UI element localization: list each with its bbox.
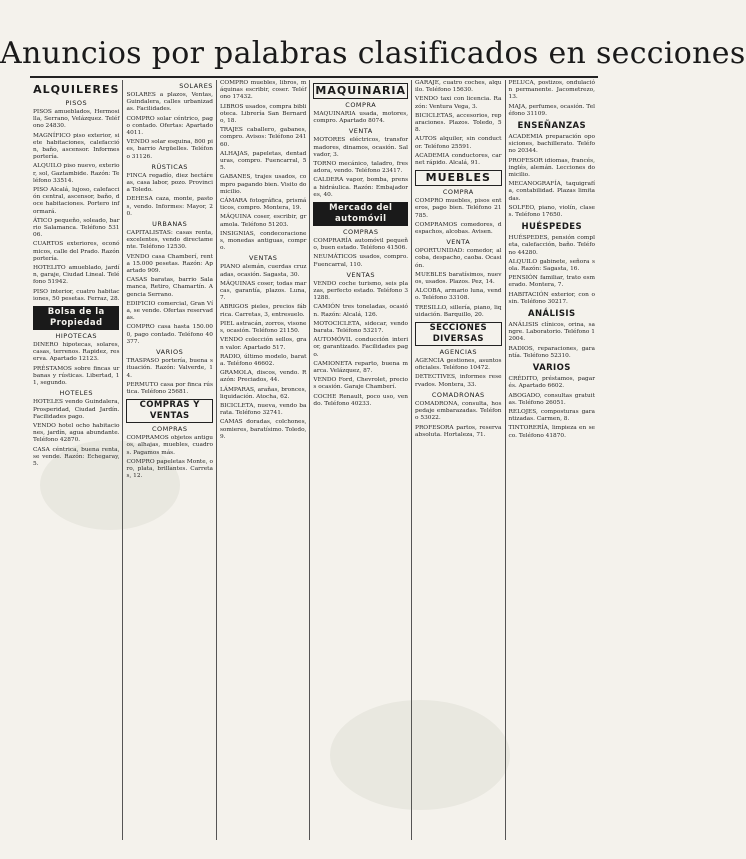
classified-ad: DINERO hipotecas, solares, casas, terrenos. Rapidez, reserva. Apartado 12123. xyxy=(33,342,120,363)
subsection-heading: VENTA xyxy=(446,238,471,247)
classified-ad: BICICLETA, nueva, vendo barata. Teléfono 32741. xyxy=(219,402,307,417)
classified-ad: CAPITALISTAS: casas renta, excelentes, vendo directamente. Teléfono 12530. xyxy=(126,230,213,251)
subsection-heading: RÚSTICAS xyxy=(151,162,188,171)
subsection-heading: VARIOS xyxy=(156,348,184,357)
column-6 xyxy=(506,80,598,840)
classified-ad: ACADEMIA preparación oposiciones, bachillerato. Teléfono 20344. xyxy=(508,134,595,155)
classified-ad: RELOJES, composturas garantizadas. Carmen, 8. xyxy=(508,408,595,423)
subsection-heading: URBANAS xyxy=(152,220,188,229)
classified-ad: PERMUTO casa por finca rústica. Teléfono 25681. xyxy=(126,381,213,395)
page-headline: Anuncios por palabras clasificados en secciones xyxy=(0,36,746,71)
classified-ad: MOTOCICLETA, sidecar, vendo barata. Teléfono 53217. xyxy=(313,320,409,335)
classified-ad: ABRIGOS pieles, precios fábrica. Carretas, 3, entresuelo. xyxy=(219,304,307,318)
subsection-heading: COMPRA xyxy=(345,101,377,109)
classified-ad: CASAS baratas, barrio Salamanca, Retiro, Chamartín. Agencia Serrano. xyxy=(126,277,213,298)
section-heading: ALQUILERES xyxy=(33,83,120,96)
classified-ad: TRAJES caballero, gabanes, compro. Avisos: Teléfono 24160. xyxy=(219,127,307,148)
classified-ad: PELUCA, postizos, ondulación permanente. Jacometrezo, 13. xyxy=(508,80,595,101)
classified-ad: MÁQUINAS coser, todas marcas, garantía, plazos. Luna, 7. xyxy=(219,280,307,302)
classified-ad: OPORTUNIDAD: comedor, alcoba, despacho, caoba. Ocasión. xyxy=(415,248,502,269)
classified-ad: COMADRONA, consulta, hospedaje embarazadas. Teléfono 53022. xyxy=(415,400,502,422)
classified-ad: MAGNÍFICO piso exterior, siete habitaciones, calefacción, baño, ascensor. Informes portería. xyxy=(33,132,120,161)
classified-ad: FINCA regadío, diez hectáreas, casa labor, pozo. Provincia Toledo. xyxy=(126,172,213,194)
classified-ad: COMPRO casa hasta 150.000, pago contado. Teléfono 40377. xyxy=(126,324,213,345)
classified-ad: TRASPASO portería, buena situación. Razón: Valverde, 14. xyxy=(126,358,213,379)
classified-ad: ALHAJAS, papeletas, dentaduras, compro. Fuencarral, 55. xyxy=(219,150,307,172)
section-heading: Mercado del automóvil xyxy=(313,202,408,226)
classified-ad: AUTOMÓVIL conducción interior, garantizado. Facilidades pago. xyxy=(313,337,409,358)
classified-ad: CASA céntrica, buena renta, se vende. Razón: Echegaray, 5. xyxy=(33,446,120,467)
classified-ad: PENSIÓN familiar, trato esmerado. Montera, 7. xyxy=(508,275,595,289)
subsection-heading: SOLARES xyxy=(179,82,213,90)
classified-ad: PROFESORA partos, reserva absoluta. Hortaleza, 71. xyxy=(415,424,502,438)
section-heading: MUEBLES xyxy=(415,170,501,186)
paper-stain xyxy=(40,440,180,530)
classified-ad: PIEL astracán, zorros, visones, ocasión. Teléfono 21150. xyxy=(219,320,307,335)
classified-ad: MÁQUINA coser, escribir, gramola. Teléfono 51203. xyxy=(219,214,307,228)
classified-ad: COMPRAMOS comedores, despachos, alcobas. Avisen. xyxy=(415,221,502,236)
section-heading: VARIOS xyxy=(532,363,571,374)
classified-ad: VENDO colección sellos, gran valor. Apartado 517. xyxy=(219,337,307,351)
classified-ad: ALQUILO gabinete, señora sola. Razón: Sagasta, 16. xyxy=(508,258,595,273)
section-heading: COMPRAS Y VENTAS xyxy=(126,399,212,423)
classified-ad: PRÉSTAMOS sobre fincas urbanas y rústicas. Libertad, 11, segundo. xyxy=(33,365,120,387)
classified-ad: INSIGNIAS, condecoraciones, monedas antiguas, compro. xyxy=(219,230,307,252)
subsection-heading: COMPRAS xyxy=(151,425,188,434)
classified-ad: VENDO coche turismo, seis plazas, perfecto estado. Teléfono 31288. xyxy=(313,280,409,302)
classified-ad: AGENCIA gestiones, asuntos oficiales. Teléfono 10472. xyxy=(415,358,502,372)
classified-ad: AUTOS alquiler, sin conductor. Teléfono 25591. xyxy=(415,136,502,150)
classified-ad: BICICLETAS, accesorios, reparaciones. Plazos. Toledo, 58. xyxy=(415,112,502,134)
classified-ad: GARAJE, cuatro coches, alquilo. Teléfono 15630. xyxy=(415,80,502,94)
classified-ad: PIANO alemán, cuerdas cruzadas, ocasión. Sagasta, 30. xyxy=(219,264,307,278)
classified-ad: EDIFICIO comercial, Gran Vía, se vende. Ofertas reservadas. xyxy=(126,300,213,322)
classified-ad: COMPRO papeletas Monte, oro, plata, brillantes. Carretas, 12. xyxy=(126,458,213,480)
classified-ad: MECANOGRAFÍA, taquigrafía, contabilidad. Plazas limitadas. xyxy=(508,181,595,202)
classified-ad: TRESILLO, sillería, piano, liquidación. Barquillo, 20. xyxy=(415,304,502,318)
subsection-heading: COMPRA xyxy=(442,188,474,197)
section-heading: MAQUINARIA xyxy=(315,84,407,97)
classified-ad: HUÉSPEDES, pensión completa, calefacción, baño. Teléfono 44280. xyxy=(508,235,595,256)
section-heading: Bolsa de la Propiedad xyxy=(33,306,119,330)
classified-ad: NEUMÁTICOS usados, compro. Fuencarral, 110. xyxy=(313,254,409,268)
column-3 xyxy=(217,80,310,840)
classified-ad: PISO interior, cuatro habitaciones, 50 pesetas. Ferraz, 28. xyxy=(33,288,120,302)
subsection-heading: HOTELES xyxy=(59,389,93,398)
classified-ad: COCHE Renault, poco uso, vendo. Teléfono 40233. xyxy=(313,393,409,407)
classified-ad: ABOGADO, consultas gratuitas. Teléfono 26051. xyxy=(508,392,595,406)
classified-ad: TINTORERÍA, limpieza en seco. Teléfono 41870. xyxy=(508,425,595,439)
subsection-heading: HIPOTECAS xyxy=(55,332,97,341)
classified-ad: HOTELITO amueblado, jardín, garaje, Ciudad Lineal. Teléfono 51942. xyxy=(33,265,120,286)
subsection-heading: AGENCIAS xyxy=(439,348,477,357)
subsection-heading: VENTAS xyxy=(248,254,278,263)
subsection-heading: PISOS xyxy=(65,99,88,107)
classified-ad: CRÉDITO, préstamos, pagarés. Apartado 6602. xyxy=(508,376,595,390)
classified-ad: HABITACIÓN exterior, con o sin. Teléfono 30217. xyxy=(508,291,595,305)
classified-ad: VENDO solar esquina, 800 pies, barrio Argüelles. Teléfono 31126. xyxy=(126,139,213,160)
subsection-heading: COMPRAS xyxy=(342,228,379,237)
classified-ad: HOTELES vendo Guindalera, Prosperidad, Ciudad Jardín. Facilidades pago. xyxy=(33,399,120,420)
classified-ad: COMPRO solar céntrico, pago contado. Ofertas: Apartado 4011. xyxy=(126,115,213,137)
classified-ad: ACADEMIA conductores, carnet rápido. Alcalá, 91. xyxy=(415,152,502,167)
classified-ad: MAQUINARIA usada, motores, compro. Apartado 8074. xyxy=(313,111,409,125)
subsection-heading: VENTAS xyxy=(346,270,375,279)
classified-ad: LIBROS usados, compra biblioteca. Librería San Bernardo, 18. xyxy=(219,103,307,125)
classified-ad: ALQUILO piso nuevo, exterior, sol, Gaztambide. Razón: Teléfono 33514. xyxy=(33,163,120,184)
classified-ad: MOTORES eléctricos, transformadores, dinamos, ocasión. Salvador, 3. xyxy=(313,137,409,158)
classified-ad: COMPRARÍA automóvil pequeño, buen estado. Teléfono 41506. xyxy=(313,238,409,252)
classified-ad: COMPRO muebles, pisos enteros, pago bien. Teléfono 21785. xyxy=(415,198,502,219)
classified-ad: VENDO taxi con licencia. Razón: Ventura Vega, 3. xyxy=(415,96,502,110)
classified-ad: GABANES, trajes usados, compro pagando bien. Visito domicilio. xyxy=(219,174,307,195)
classified-ad: TORNO mecánico, taladro, fresadora, vendo. Teléfono 23417. xyxy=(313,161,409,175)
classified-ad: RADIO, último modelo, barata. Teléfono 46602. xyxy=(219,353,307,367)
subsection-heading: VENTA xyxy=(348,127,373,136)
classified-ad: DEHESA caza, monte, pastos, vendo. Informes: Mayor, 20. xyxy=(126,196,213,217)
classified-ad: SOLARES a plazos, Ventas, Guindalera, calles urbanizadas. Facilidades. xyxy=(126,92,213,113)
classified-ad: ALCOBA, armario luna, vendo. Teléfono 33108. xyxy=(415,288,502,302)
section-heading: HUÉSPEDES xyxy=(521,222,583,233)
classified-ad: DETECTIVES, informes reservados. Montera, 33. xyxy=(415,374,502,388)
classified-ad: CAMIÓN tres toneladas, ocasión. Razón: Alcalá, 126. xyxy=(313,304,409,318)
classified-ad: CALDERA vapor, bomba, prensa hidráulica. Razón: Embajadores, 40. xyxy=(313,177,409,198)
classified-ad: MAJA, perfumes, ocasión. Teléfono 31109. xyxy=(508,103,595,117)
classified-ad: ANÁLISIS clínicos, orina, sangre. Laboratorio. Teléfono 12004. xyxy=(508,322,595,343)
section-heading: SECCIONES DIVERSAS xyxy=(415,322,501,346)
section-heading: ENSEÑANZAS xyxy=(517,121,587,132)
classified-ad: CÁMARA fotográfica, prismáticos, compro. Montera, 19. xyxy=(219,198,307,212)
classified-ad: RADIOS, reparaciones, garantía. Teléfono 52310. xyxy=(508,345,595,359)
classified-ad: PISOS amueblados, Hermosilla, Serrano, Velázquez. Teléfono 24830. xyxy=(33,109,120,130)
paper-stain xyxy=(330,700,510,810)
classified-ad: VENDO Ford, Chevrolet, precios ocasión. Garaje Chamberí. xyxy=(313,377,409,391)
headline-rule xyxy=(30,76,598,78)
classified-ad: GRAMOLA, discos, vendo. Razón: Preciados, 44. xyxy=(219,370,307,384)
classified-ad: CUARTOS exteriores, económicos, calle del Prado. Razón portería. xyxy=(33,241,120,262)
classified-ad: ÁTICO pequeño, soleado, barrio Salamanca. Teléfono 53106. xyxy=(33,217,120,239)
classified-ad: CAMIONETA reparto, buena marca. Velázquez, 87. xyxy=(313,360,409,375)
subsection-heading: COMADRONAS xyxy=(431,390,485,399)
classified-ad: VENDO casa Chamberí, renta 15.000 pesetas. Razón: Apartado 909. xyxy=(126,253,213,275)
classified-ad: PISO Alcalá, lujoso, calefacción central, ascensor, baño, doce habitaciones. Portero informará. xyxy=(33,187,120,215)
section-heading: ANÁLISIS xyxy=(528,309,576,320)
classified-ad: PROFESOR idiomas, francés, inglés, alemán. Lecciones domicilio. xyxy=(508,157,595,179)
classified-ad: VENDO hotel ocho habitaciones, jardín, agua abundante. Teléfono 42870. xyxy=(33,422,120,444)
classified-ad: SOLFEO, piano, violín, clases. Teléfono 17650. xyxy=(508,204,595,219)
classified-ad: CAMAS doradas, colchones, somieres, baratísimo. Toledo, 9. xyxy=(219,419,307,440)
classified-ad: COMPRO muebles, libros, máquinas escribir, coser. Teléfono 17432. xyxy=(219,80,307,101)
classified-ad: LÁMPARAS, arañas, bronces, liquidación. Atocha, 62. xyxy=(219,386,307,400)
classified-ad: MUEBLES baratísimos, nuevos, usados. Plazos. Pez, 14. xyxy=(415,271,502,286)
classified-ad: COMPRAMOS objetos antiguos, alhajas, muebles, cuadros. Pagamos más. xyxy=(126,435,213,456)
